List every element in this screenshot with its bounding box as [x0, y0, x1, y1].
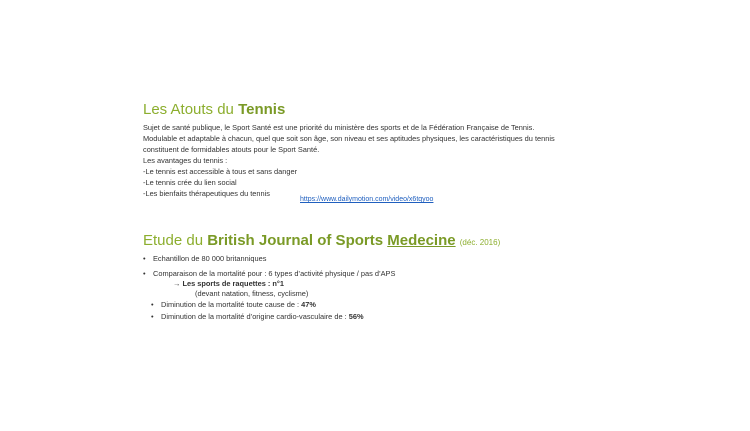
section1-title [143, 101, 285, 118]
bullet-icon: • [143, 269, 146, 278]
section2-title-underlined: Medecine [387, 232, 456, 249]
paragraph-line: constituent de formidables atouts pour le Sport Santé. [143, 145, 320, 154]
sub-list-item [151, 300, 316, 309]
paragraph-line: Modulable et adaptable à chacun, quel que soit son âge, son niveau et ses aptitudes physiques, les caractéristiques du tennis [143, 134, 555, 143]
sub-list-item-text: Diminution de la mortalité toute cause de : [161, 300, 302, 309]
paragraph-line: -Le tennis est accessible à tous et sans danger [143, 167, 298, 176]
bullet-icon: • [143, 254, 146, 263]
paragraph-line: -Le tennis crée du lien social [143, 178, 237, 187]
video-link[interactable]: https://www.dailymotion.com/video/x6tqyoo [300, 196, 434, 203]
section2-title [143, 232, 500, 249]
list-item-text: Comparaison de la mortalité pour : 6 types d’activité physique / pas d’APS [153, 269, 396, 278]
arrow-right-icon: → [173, 279, 181, 288]
sub-list-item-text: Diminution de la mortalité d’origine cardio-vasculaire de : [161, 312, 349, 321]
list-item-text: Echantillon de 80 000 britanniques [153, 254, 267, 263]
arrow-item-text: Les sports de raquettes : n°1 [182, 279, 284, 288]
sub-list-item [151, 312, 364, 321]
arrow-item-sub: (devant natation, fitness, cyclisme) [195, 289, 309, 298]
paragraph-line: -Les bienfaits thérapeutiques du tennis [143, 189, 270, 198]
section2-title-date: (déc. 2016) [459, 238, 501, 247]
section1-title-prefix: Les Atouts du [143, 101, 239, 118]
section1-title-bold: Tennis [238, 101, 286, 118]
list-item [143, 254, 266, 263]
section1-paragraph [143, 122, 613, 199]
section2-title-prefix: Etude du [143, 232, 208, 249]
bullet-icon: • [151, 312, 154, 321]
bullet-icon: • [151, 300, 154, 309]
sub-list-item-value: 47% [301, 300, 316, 309]
paragraph-line: Sujet de santé publique, le Sport Santé est une priorité du ministère des sports et de la Fédération Française de Tennis. [143, 123, 535, 132]
arrow-item [173, 279, 284, 288]
sub-list-item-value: 56% [348, 312, 364, 321]
section2-title-bold: British Journal of Sports [207, 232, 388, 249]
paragraph-line: Les avantages du tennis : [143, 156, 228, 165]
list-item [143, 269, 395, 278]
